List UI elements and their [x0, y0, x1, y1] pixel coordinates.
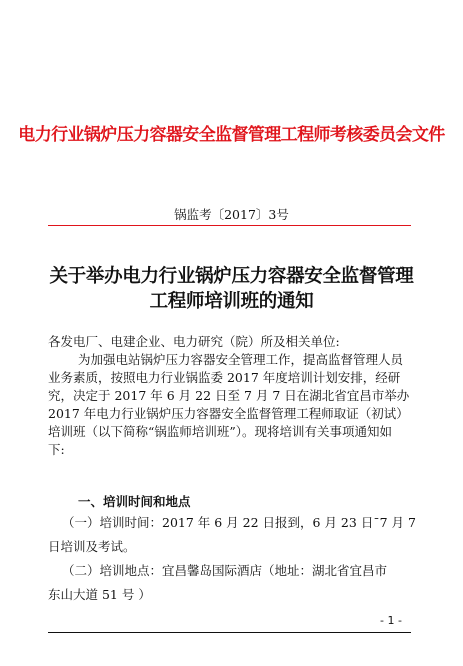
section-heading: 一、培训时间和地点: [78, 494, 191, 509]
notice-title-line-2: 工程师培训班的通知: [149, 291, 314, 312]
notice-title-line-1: 关于举办电力行业锅炉压力容器安全监督管理: [49, 266, 414, 287]
body-paragraph-line: 业务素质，按照电力行业锅监委 2017 年度培训计划安排，经研: [48, 370, 401, 385]
footer-divider: [48, 632, 411, 633]
body-paragraph-line: 2017 年电力行业锅炉压力容器安全监督管理工程师取证（初试）: [48, 406, 409, 421]
item-2-line: （二）培训地点：宜昌馨岛国际酒店（地址：湖北省宜昌市: [62, 563, 388, 578]
item-1-line: （一）培训时间：2017 年 6 月 22 日报到，6 月 23 日¯7 月 7: [62, 515, 416, 530]
body-paragraph-line: 为加强电站锅炉压力容器安全管理工作，提高监督管理人员: [78, 352, 404, 367]
org-header: 电力行业锅炉压力容器安全监督管理工程师考核委员会文件: [18, 125, 445, 145]
body-paragraph-line: 培训班（以下简称“锅监师培训班”）。现将培训有关事项通知如: [48, 424, 393, 439]
salutation: 各发电厂、电建企业、电力研究（院）所及相关单位:: [48, 334, 340, 349]
body-paragraph-line: 究，决定于 2017 年 6 月 22 日至 7 月 7 日在湖北省宜昌市举办: [48, 388, 410, 403]
document-number: 锅监考〔2017〕3号: [174, 207, 289, 222]
page-number: - 1 -: [380, 614, 402, 627]
header-divider: [48, 225, 411, 226]
item-2-line: 东山大道 51 号 ）: [48, 587, 151, 602]
body-paragraph-line: 下:: [48, 442, 65, 457]
item-1-line: 日培训及考试。: [48, 539, 136, 554]
